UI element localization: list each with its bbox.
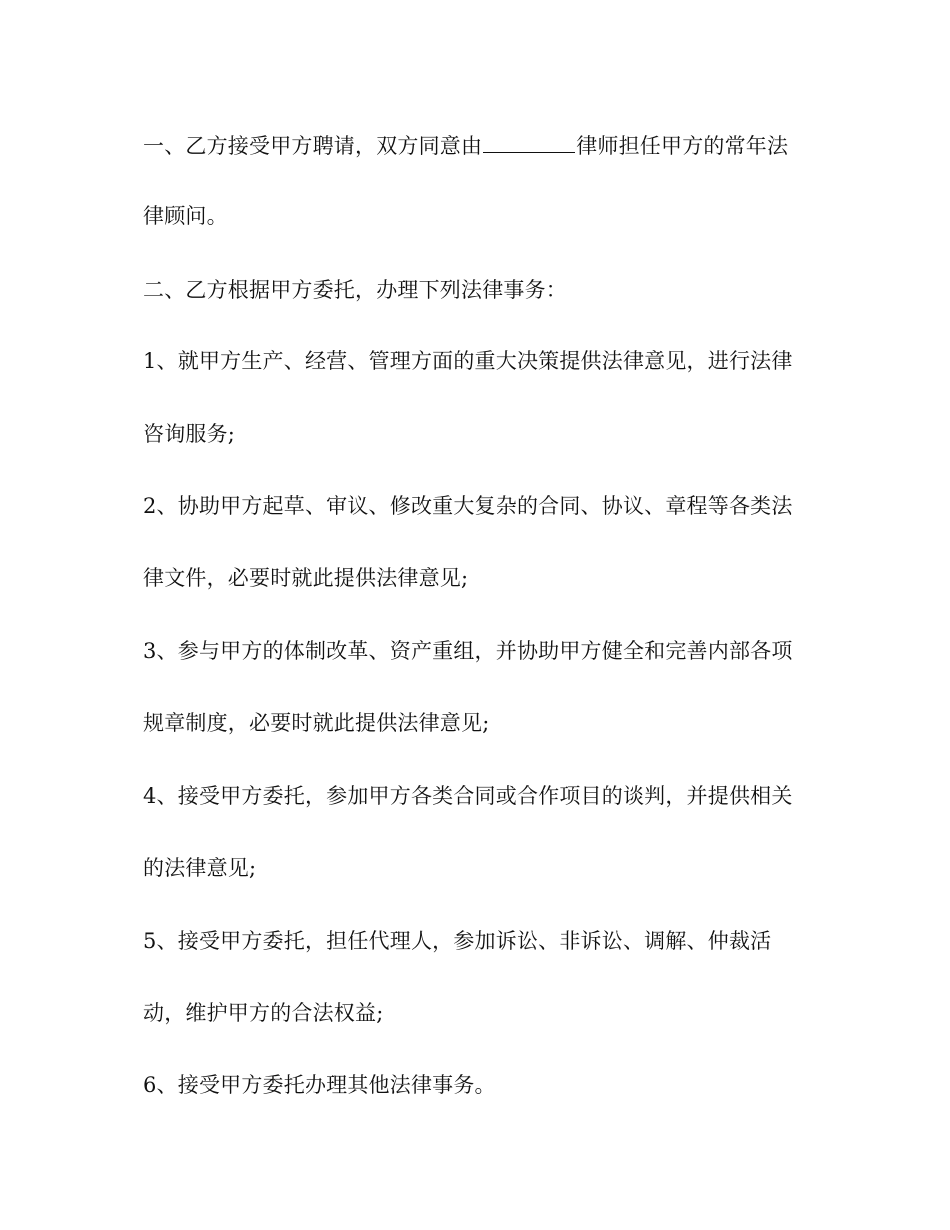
item-2-line-1: 2、协助甲方起草、审议、修改重大复杂的合同、协议、章程等各类法 (143, 494, 793, 518)
item-1-line-1: 1、就甲方生产、经营、管理方面的重大决策提供法律意见，进行法律 (143, 349, 793, 373)
clause-1-line-1 (143, 130, 823, 161)
clause-2-line-1: 二、乙方根据甲方委托，办理下列法律事务： (143, 278, 567, 302)
clause-1-text-before-blank: 一、乙方接受甲方聘请，双方同意由 (143, 134, 483, 158)
item-5-line-1: 5、接受甲方委托，担任代理人，参加诉讼、非诉讼、调解、仲裁活 (143, 929, 772, 953)
item-3-line-2: 规章制度，必要时就此提供法律意见; (143, 711, 490, 735)
item-6-line-1: 6、接受甲方委托办理其他法律事务。 (143, 1073, 496, 1097)
clause-1-line-2: 律顾问。 (143, 204, 228, 228)
item-1-line-2: 咨询服务; (143, 422, 236, 446)
lawyer-name-blank (483, 130, 575, 153)
item-2-line-2: 律文件，必要时就此提供法律意见; (143, 566, 469, 590)
item-5-line-2: 动，维护甲方的合法权益; (143, 1001, 384, 1025)
item-3-line-1: 3、参与甲方的体制改革、资产重组，并协助甲方健全和完善内部各项 (143, 639, 793, 663)
item-4-line-2: 的法律意见; (143, 856, 257, 880)
clause-1-text-after-blank: 律师担任甲方的常年法 (576, 134, 789, 158)
item-4-line-1: 4、接受甲方委托，参加甲方各类合同或合作项目的谈判，并提供相关 (143, 784, 793, 808)
